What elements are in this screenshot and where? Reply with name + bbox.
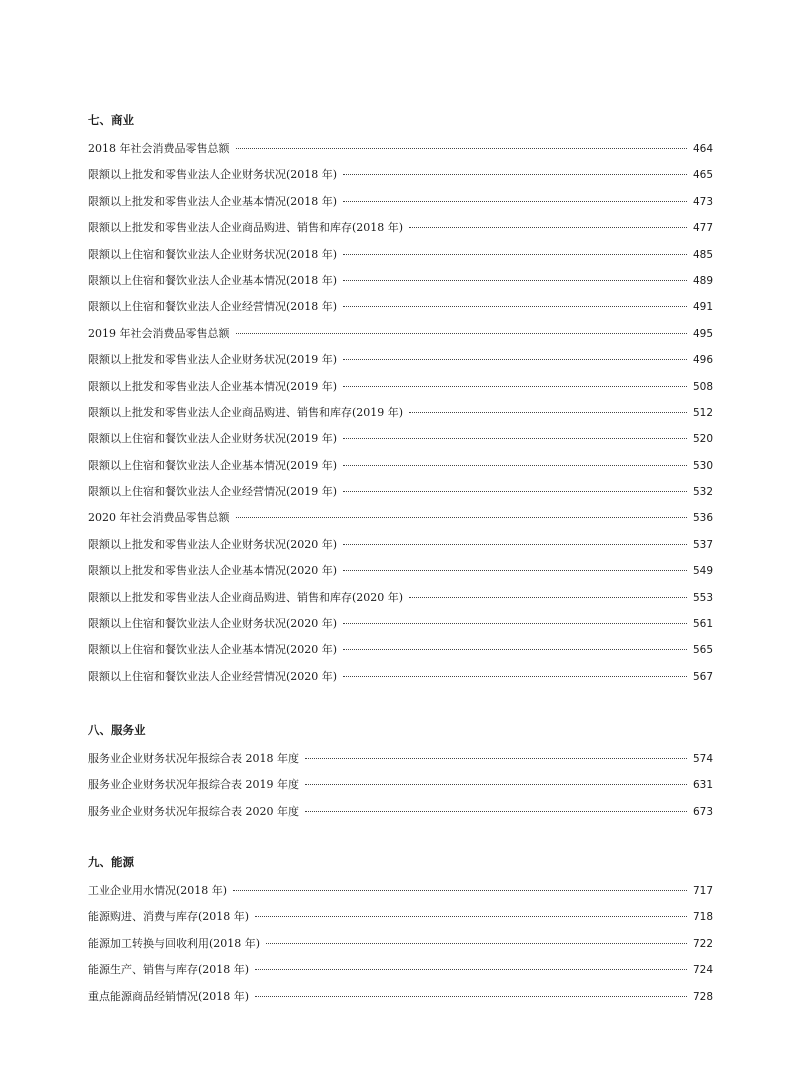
section-energy bbox=[88, 855, 713, 1010]
toc-entry-page-number: 473 bbox=[692, 195, 713, 208]
dot-leader bbox=[305, 811, 687, 812]
dot-leader bbox=[343, 570, 687, 571]
toc-entry-page-number: 724 bbox=[692, 964, 713, 977]
toc-entry-title: 服务业企业财务状况年报综合表 2018 年度 bbox=[88, 752, 299, 765]
toc-entry-title: 限额以上住宿和餐饮业法人企业经营情况(2018 年) bbox=[88, 300, 338, 314]
dot-leader bbox=[409, 227, 687, 228]
toc-entry-page-number: 508 bbox=[692, 380, 713, 393]
toc-entry-page-number: 512 bbox=[692, 406, 713, 419]
toc-entry-title: 限额以上住宿和餐饮业法人企业经营情况(2019 年) bbox=[88, 485, 338, 499]
toc-entry[interactable] bbox=[88, 611, 713, 637]
toc-entry[interactable] bbox=[88, 189, 713, 215]
toc-entry-page-number: 549 bbox=[692, 565, 713, 578]
toc-entry-title: 能源生产、销售与库存(2018 年) bbox=[88, 963, 250, 977]
dot-leader bbox=[343, 544, 687, 545]
toc-entry-title: 限额以上批发和零售业法人企业基本情况(2019 年) bbox=[88, 379, 338, 393]
toc-entry-title: 限额以上批发和零售业法人企业商品购进、销售和库存(2020 年) bbox=[88, 590, 404, 604]
toc-entry[interactable] bbox=[88, 664, 713, 690]
toc-entry-page-number: 728 bbox=[692, 990, 713, 1003]
toc-entry-page-number: 553 bbox=[692, 591, 713, 604]
toc-entry[interactable] bbox=[88, 505, 713, 531]
dot-leader bbox=[236, 517, 687, 518]
toc-entry-title: 限额以上住宿和餐饮业法人企业财务状况(2020 年) bbox=[88, 617, 338, 631]
dot-leader bbox=[305, 784, 687, 785]
dot-leader bbox=[266, 943, 687, 944]
toc-entry-page-number: 485 bbox=[692, 248, 713, 261]
toc-entry-title: 限额以上住宿和餐饮业法人企业财务状况(2018 年) bbox=[88, 247, 338, 261]
dot-leader bbox=[343, 386, 687, 387]
toc-entry-title: 限额以上批发和零售业法人企业商品购进、销售和库存(2019 年) bbox=[88, 405, 404, 419]
toc-entry-title: 限额以上批发和零售业法人企业基本情况(2018 年) bbox=[88, 194, 338, 208]
toc-entry-title: 能源加工转换与回收利用(2018 年) bbox=[88, 936, 261, 950]
toc-entry-list bbox=[88, 878, 713, 1010]
toc-entry-page-number: 496 bbox=[692, 354, 713, 367]
section-services bbox=[88, 723, 713, 825]
toc-entry-title: 能源购进、消费与库存(2018 年) bbox=[88, 910, 250, 924]
toc-entry-list bbox=[88, 746, 713, 825]
toc-entry-page-number: 489 bbox=[692, 274, 713, 287]
section-title: 七、商业 bbox=[88, 113, 134, 127]
toc-entry-title: 限额以上住宿和餐饮业法人企业经营情况(2020 年) bbox=[88, 669, 338, 683]
section-title: 九、能源 bbox=[88, 855, 134, 869]
toc-entry-page-number: 532 bbox=[692, 486, 713, 499]
dot-leader bbox=[343, 623, 687, 624]
toc-entry[interactable] bbox=[88, 904, 713, 930]
toc-entry-title: 限额以上住宿和餐饮业法人企业基本情况(2020 年) bbox=[88, 643, 338, 657]
dot-leader bbox=[236, 148, 687, 149]
dot-leader bbox=[255, 996, 687, 997]
toc-entry[interactable] bbox=[88, 268, 713, 294]
dot-leader bbox=[343, 676, 687, 677]
dot-leader bbox=[255, 969, 687, 970]
dot-leader bbox=[343, 649, 687, 650]
toc-entry[interactable] bbox=[88, 162, 713, 188]
toc-entry[interactable] bbox=[88, 746, 713, 772]
toc-entry-page-number: 717 bbox=[692, 885, 713, 897]
toc-entry[interactable] bbox=[88, 585, 713, 611]
toc-entry-page-number: 565 bbox=[692, 644, 713, 657]
dot-leader bbox=[343, 359, 687, 360]
toc-entry[interactable] bbox=[88, 532, 713, 558]
toc-entry-title: 服务业企业财务状况年报综合表 2020 年度 bbox=[88, 804, 299, 818]
dot-leader bbox=[236, 333, 687, 334]
toc-entry-page-number: 477 bbox=[692, 222, 713, 235]
toc-entry[interactable] bbox=[88, 136, 713, 162]
toc-entry-page-number: 537 bbox=[692, 538, 713, 551]
toc-entry-title: 限额以上住宿和餐饮业法人企业基本情况(2018 年) bbox=[88, 273, 338, 287]
toc-entry-title: 限额以上批发和零售业法人企业商品购进、销售和库存(2018 年) bbox=[88, 221, 404, 235]
toc-entry-page-number: 530 bbox=[692, 459, 713, 472]
toc-entry-title: 限额以上批发和零售业法人企业财务状况(2018 年) bbox=[88, 168, 338, 182]
toc-entry-page-number: 491 bbox=[692, 301, 713, 314]
dot-leader bbox=[343, 306, 687, 307]
section-commerce bbox=[88, 113, 713, 690]
dot-leader bbox=[233, 890, 687, 891]
dot-leader bbox=[343, 254, 687, 255]
toc-entry-page-number: 561 bbox=[692, 618, 713, 631]
toc-entry-page-number: 567 bbox=[692, 670, 713, 683]
toc-entry-page-number: 520 bbox=[692, 433, 713, 446]
dot-leader bbox=[409, 412, 687, 413]
toc-entry[interactable] bbox=[88, 242, 713, 268]
toc-entry-title: 服务业企业财务状况年报综合表 2019 年度 bbox=[88, 778, 299, 792]
toc-entry-page-number: 718 bbox=[692, 911, 713, 924]
dot-leader bbox=[343, 174, 687, 175]
toc-entry[interactable] bbox=[88, 400, 713, 426]
toc-entry[interactable] bbox=[88, 321, 713, 347]
toc-entry[interactable] bbox=[88, 479, 713, 505]
section-title: 八、服务业 bbox=[88, 723, 146, 737]
dot-leader bbox=[343, 201, 687, 202]
toc-entry-title: 限额以上住宿和餐饮业法人企业基本情况(2019 年) bbox=[88, 458, 338, 472]
toc-entry-title: 重点能源商品经销情况(2018 年) bbox=[88, 989, 250, 1003]
dot-leader bbox=[343, 465, 687, 466]
toc-entry[interactable] bbox=[88, 347, 713, 373]
toc-entry-title: 2018 年社会消费品零售总额 bbox=[88, 142, 230, 155]
toc-entry[interactable] bbox=[88, 215, 713, 241]
dot-leader bbox=[343, 491, 687, 492]
dot-leader bbox=[255, 916, 687, 917]
toc-entry-page-number: 722 bbox=[692, 937, 713, 950]
toc-entry[interactable] bbox=[88, 772, 713, 798]
toc-entry[interactable] bbox=[88, 294, 713, 320]
toc-entry-title: 限额以上批发和零售业法人企业财务状况(2020 年) bbox=[88, 537, 338, 551]
toc-entry-title: 工业企业用水情况(2018 年) bbox=[88, 884, 228, 897]
toc-entry-page-number: 465 bbox=[692, 169, 713, 182]
toc-entry[interactable] bbox=[88, 878, 713, 904]
toc-entry-page-number: 574 bbox=[692, 753, 713, 765]
toc-entry-page-number: 673 bbox=[692, 805, 713, 818]
toc-entry-title: 限额以上批发和零售业法人企业基本情况(2020 年) bbox=[88, 564, 338, 578]
toc-entry[interactable] bbox=[88, 374, 713, 400]
dot-leader bbox=[409, 597, 687, 598]
toc-entry[interactable] bbox=[88, 558, 713, 584]
toc-entry-list bbox=[88, 136, 713, 690]
toc-entry[interactable] bbox=[88, 957, 713, 983]
toc-entry[interactable] bbox=[88, 799, 713, 825]
toc-entry-page-number: 495 bbox=[692, 327, 713, 340]
toc-entry-page-number: 631 bbox=[692, 779, 713, 792]
toc-entry-page-number: 464 bbox=[692, 143, 713, 155]
toc-entry-page-number: 536 bbox=[692, 512, 713, 525]
toc-entry-title: 限额以上住宿和餐饮业法人企业财务状况(2019 年) bbox=[88, 432, 338, 446]
toc-entry[interactable] bbox=[88, 931, 713, 957]
toc-entry-title: 2020 年社会消费品零售总额 bbox=[88, 511, 230, 525]
toc-entry-title: 限额以上批发和零售业法人企业财务状况(2019 年) bbox=[88, 353, 338, 367]
toc-entry-title: 2019 年社会消费品零售总额 bbox=[88, 326, 230, 340]
dot-leader bbox=[343, 280, 687, 281]
toc-entry[interactable] bbox=[88, 426, 713, 452]
toc-entry[interactable] bbox=[88, 453, 713, 479]
dot-leader bbox=[343, 438, 687, 439]
toc-entry[interactable] bbox=[88, 637, 713, 663]
dot-leader bbox=[305, 758, 687, 759]
toc-entry[interactable] bbox=[88, 984, 713, 1010]
